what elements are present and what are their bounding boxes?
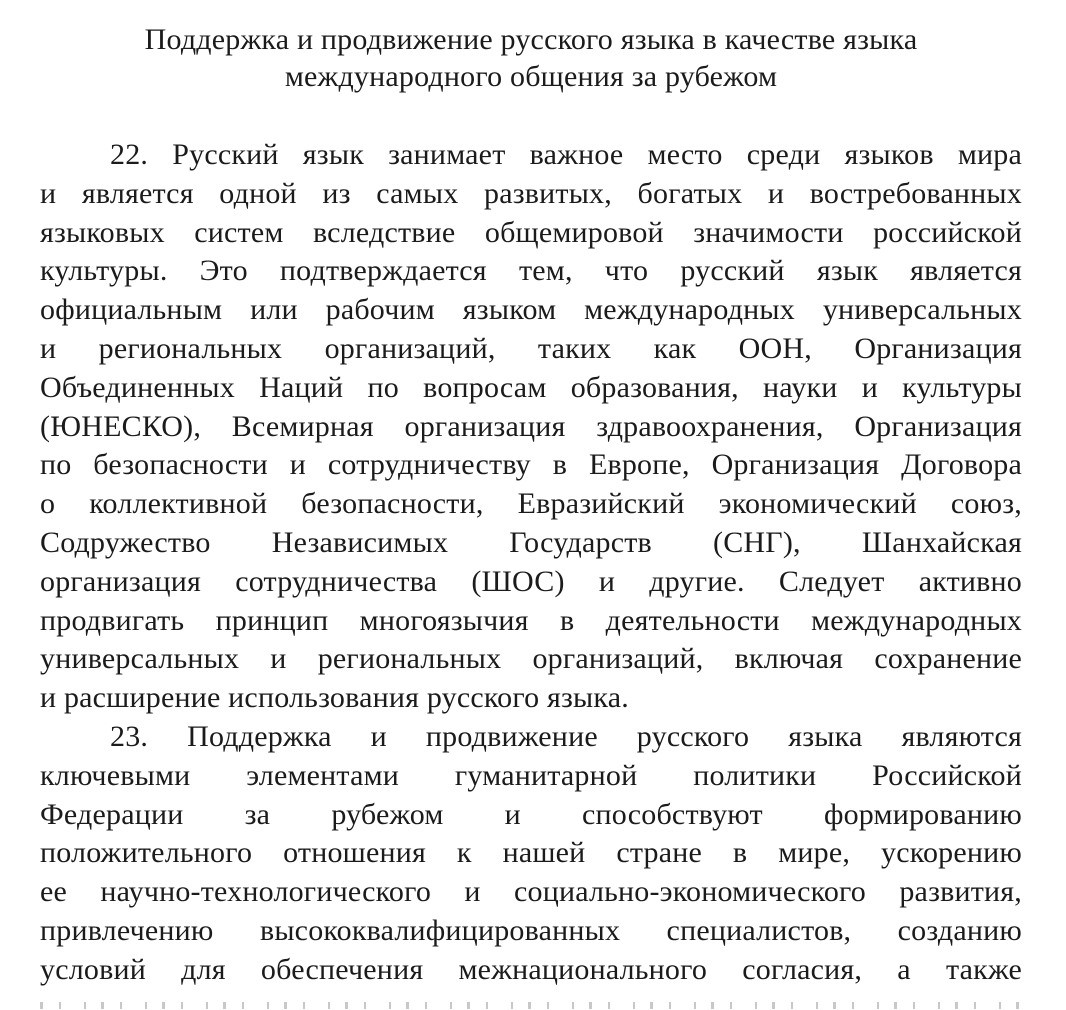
- text-line: ключевыми элементами гуманитарной политики Российской: [40, 758, 1022, 792]
- text-line: по безопасности и сотрудничеству в Европе, Организация Договора: [40, 448, 1022, 482]
- text-line: официальным или рабочим языком международных универсальных: [40, 293, 1022, 327]
- heading-line: Поддержка и продвижение русского языка в качестве языка: [144, 23, 918, 56]
- text-line: Федерации за рубежом и способствуют формированию: [40, 797, 1022, 831]
- cut-off-line-fragment: [40, 1002, 1022, 1009]
- paragraph-22: [40, 136, 1022, 718]
- text-line: продвигать принцип многоязычия в деятельности международных: [40, 603, 1022, 637]
- text-line: ее научно-технологического и социально-экономического развития,: [40, 875, 1022, 909]
- text-line: универсальных и региональных организаций, включая сохранение: [40, 642, 1022, 676]
- text-line: условий для обеспечения межнационального согласия, а также: [40, 952, 1022, 986]
- text-line: и является одной из самых развитых, богатых и востребованных: [40, 176, 1022, 210]
- text-line: о коллективной безопасности, Евразийский экономический союз,: [40, 487, 1022, 521]
- text-line: организация сотрудничества (ШОС) и другие. Следует активно: [40, 564, 1022, 598]
- text-line: (ЮНЕСКО), Всемирная организация здравоохранения, Организация: [40, 409, 1022, 443]
- document-heading: [40, 21, 1022, 95]
- paragraph-23: [40, 718, 1022, 990]
- text-line: Содружество Независимых Государств (СНГ), Шанхайская: [40, 525, 1022, 559]
- text-line: Объединенных Наций по вопросам образования, науки и культуры: [40, 370, 1022, 404]
- text-line: привлечению высококвалифицированных специалистов, созданию: [40, 913, 1022, 947]
- text-line: и региональных организаций, таких как ООН, Организация: [40, 331, 1022, 365]
- text-line: культуры. Это подтверждается тем, что русский язык является: [40, 254, 1022, 288]
- text-line: языковых систем вследствие общемировой значимости российской: [40, 215, 1022, 249]
- heading-line: международного общения за рубежом: [284, 60, 778, 93]
- text-line: и расширение использования русского языка.: [40, 681, 629, 715]
- text-line: 23. Поддержка и продвижение русского языка являются: [110, 719, 1022, 753]
- text-line: 22. Русский язык занимает важное место среди языков мира: [110, 138, 1022, 171]
- document-body: [40, 136, 1022, 990]
- text-line: положительного отношения к нашей стране в мире, ускорению: [40, 836, 1022, 870]
